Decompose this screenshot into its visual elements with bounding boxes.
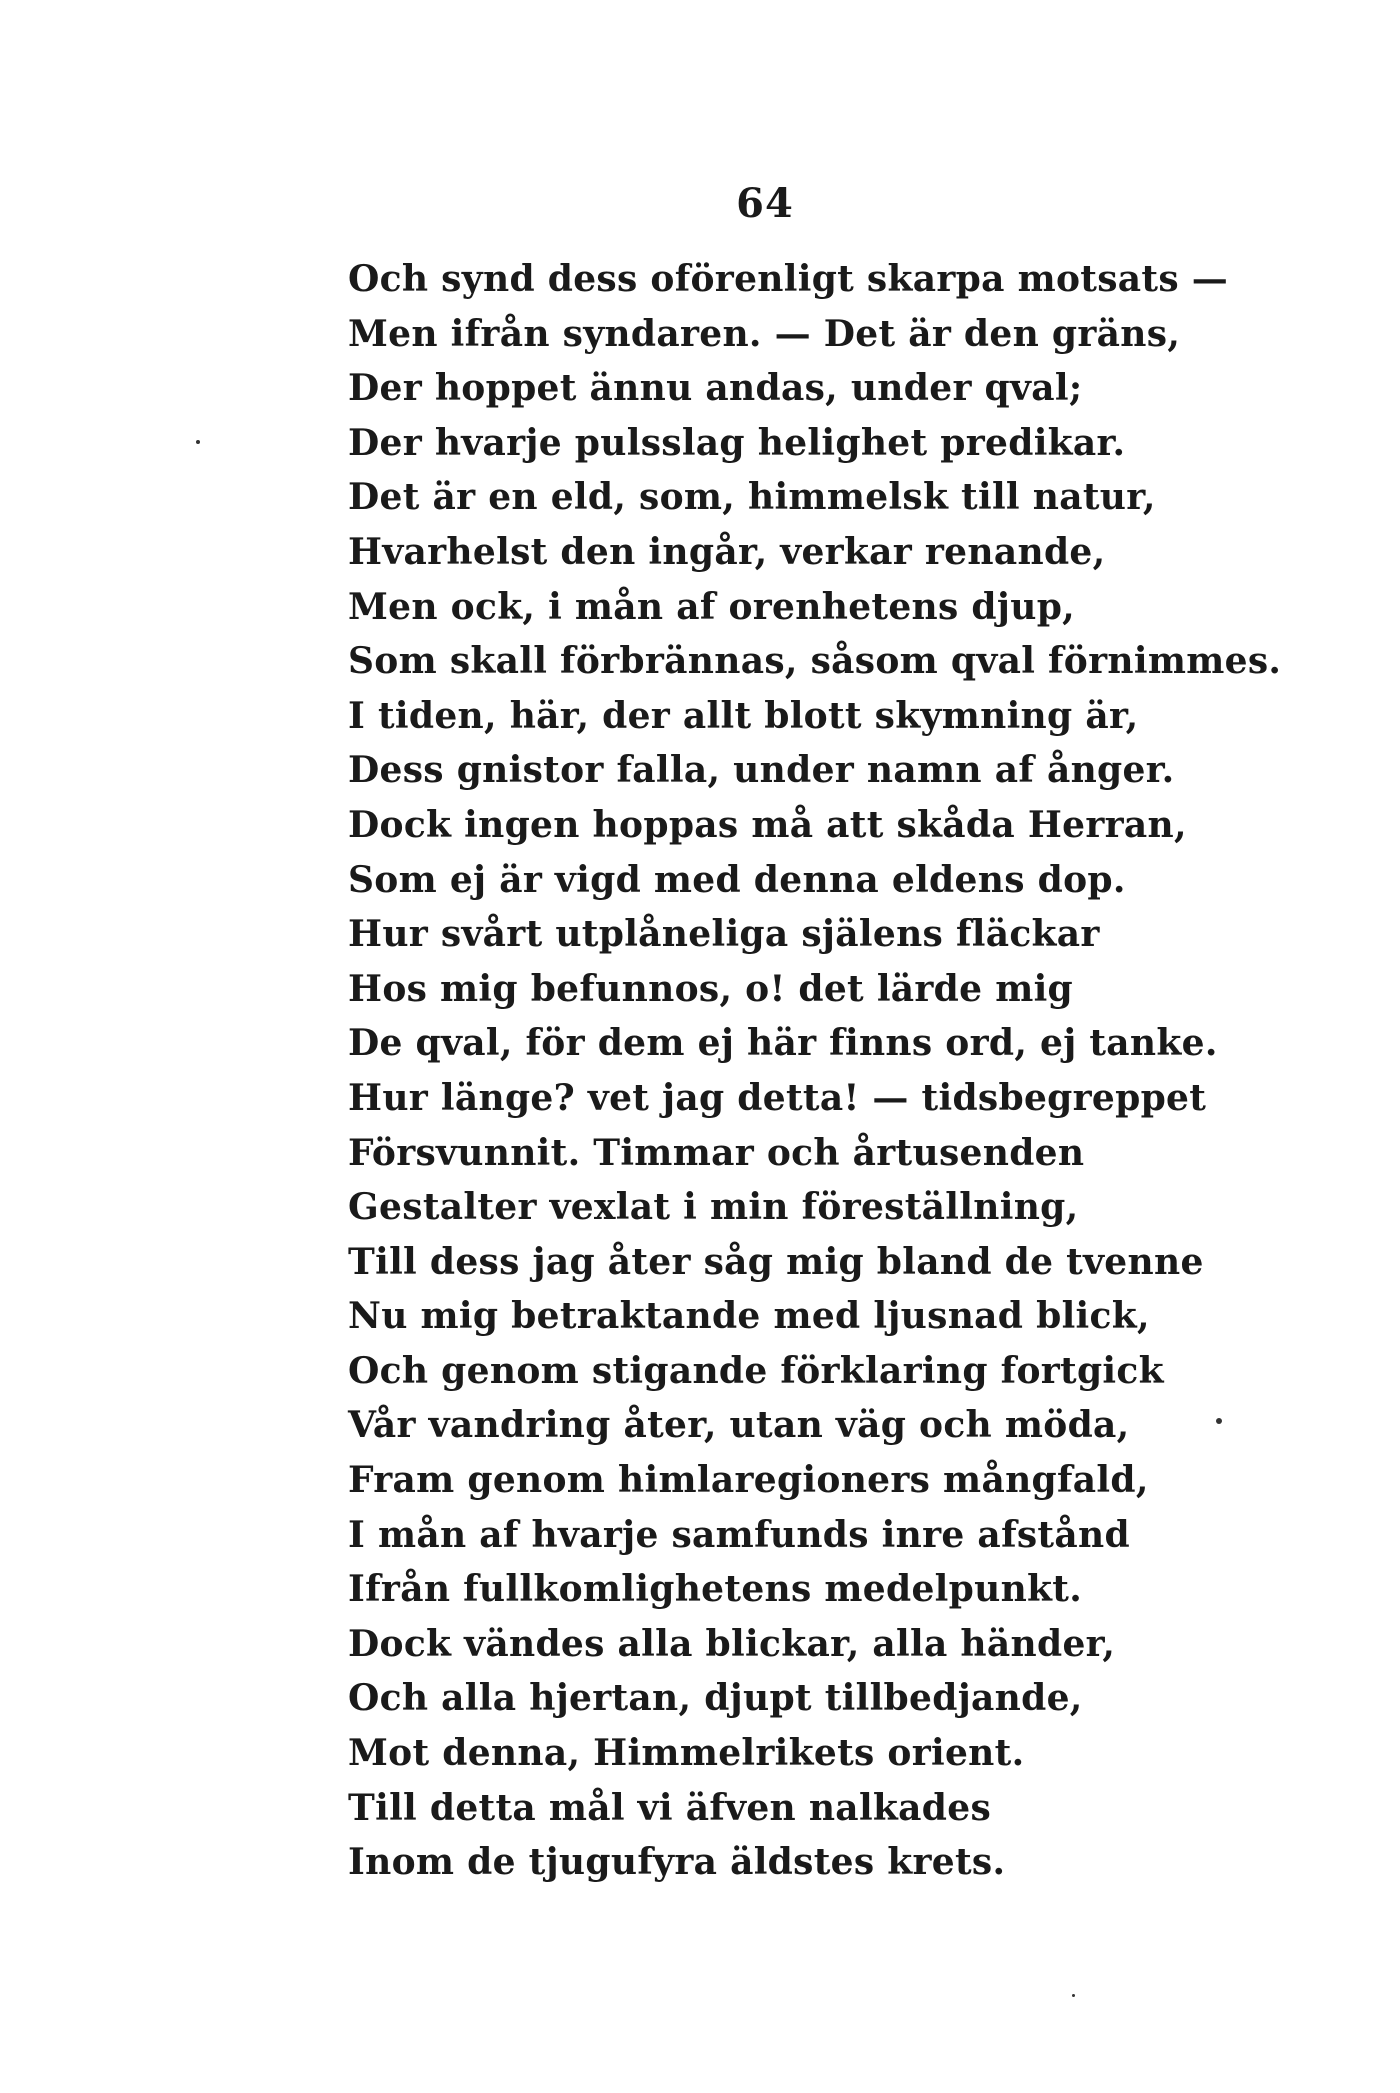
- verse-line: Som ej är vigd med denna eldens dop.: [348, 858, 1126, 901]
- verse-line: Och alla hjertan, djupt tillbedjande,: [348, 1677, 1083, 1720]
- verse-line: Och genom stigande förklaring fortgick: [348, 1349, 1164, 1392]
- print-speck: [1216, 1418, 1222, 1424]
- verse-line: Dock ingen hoppas må att skåda Herran,: [348, 803, 1187, 846]
- verse-line: Men ock, i mån af orenhetens djup,: [348, 585, 1076, 628]
- verse-line: Nu mig betraktande med ljusnad blick,: [348, 1295, 1150, 1338]
- verse-line: Dess gnistor falla, under namn af ånger.: [348, 749, 1175, 792]
- verse-line: Ifrån fullkomlighetens medelpunkt.: [348, 1568, 1083, 1611]
- page-number: 64: [736, 180, 794, 227]
- verse-line: Försvunnit. Timmar och årtusenden: [348, 1131, 1085, 1174]
- verse-line: Vår vandring åter, utan väg och möda,: [348, 1404, 1130, 1447]
- verse-line: Dock vändes alla blickar, alla händer,: [348, 1622, 1116, 1665]
- verse-line: Hur länge? vet jag detta! — tidsbegreppet: [348, 1076, 1207, 1119]
- verse-line: Hos mig befunnos, o! det lärde mig: [348, 967, 1074, 1010]
- verse-line: Mot denna, Himmelrikets orient.: [348, 1732, 1025, 1775]
- verse-line: I tiden, här, der allt blott skymning är,: [348, 694, 1139, 737]
- verse-line: Fram genom himlaregioners mångfald,: [348, 1459, 1149, 1502]
- verse-line: Och synd dess oförenligt skarpa motsats —: [348, 258, 1229, 300]
- verse-line: Som skall förbrännas, såsom qval förnimmes.: [348, 640, 1282, 683]
- print-speck: [196, 440, 200, 444]
- verse-line: Men ifrån syndaren. — Det är den gräns,: [348, 312, 1181, 355]
- verse-line: Der hoppet ännu andas, under qval;: [348, 367, 1083, 410]
- verse-line: Inom de tjugufyra äldstes krets.: [348, 1841, 1006, 1884]
- verse-line: Till dess jag åter såg mig bland de tvenne: [348, 1240, 1204, 1283]
- verse-line: Hvarhelst den ingår, verkar renande,: [348, 530, 1106, 573]
- verse-line: De qval, för dem ej här finns ord, ej tanke.: [348, 1022, 1218, 1065]
- poem-text: [348, 252, 1348, 1890]
- verse-line: Gestalter vexlat i min föreställning,: [348, 1186, 1079, 1229]
- verse-line: Hur svårt utplåneliga själens fläckar: [348, 913, 1100, 956]
- print-speck: [1072, 1994, 1075, 1997]
- verse-line: I mån af hvarje samfunds inre afstånd: [348, 1513, 1130, 1556]
- verse-line: Det är en eld, som, himmelsk till natur,: [348, 476, 1156, 519]
- verse-line: Till detta mål vi äfven nalkades: [348, 1786, 992, 1829]
- verse-line: Der hvarje pulsslag helighet predikar.: [348, 421, 1126, 464]
